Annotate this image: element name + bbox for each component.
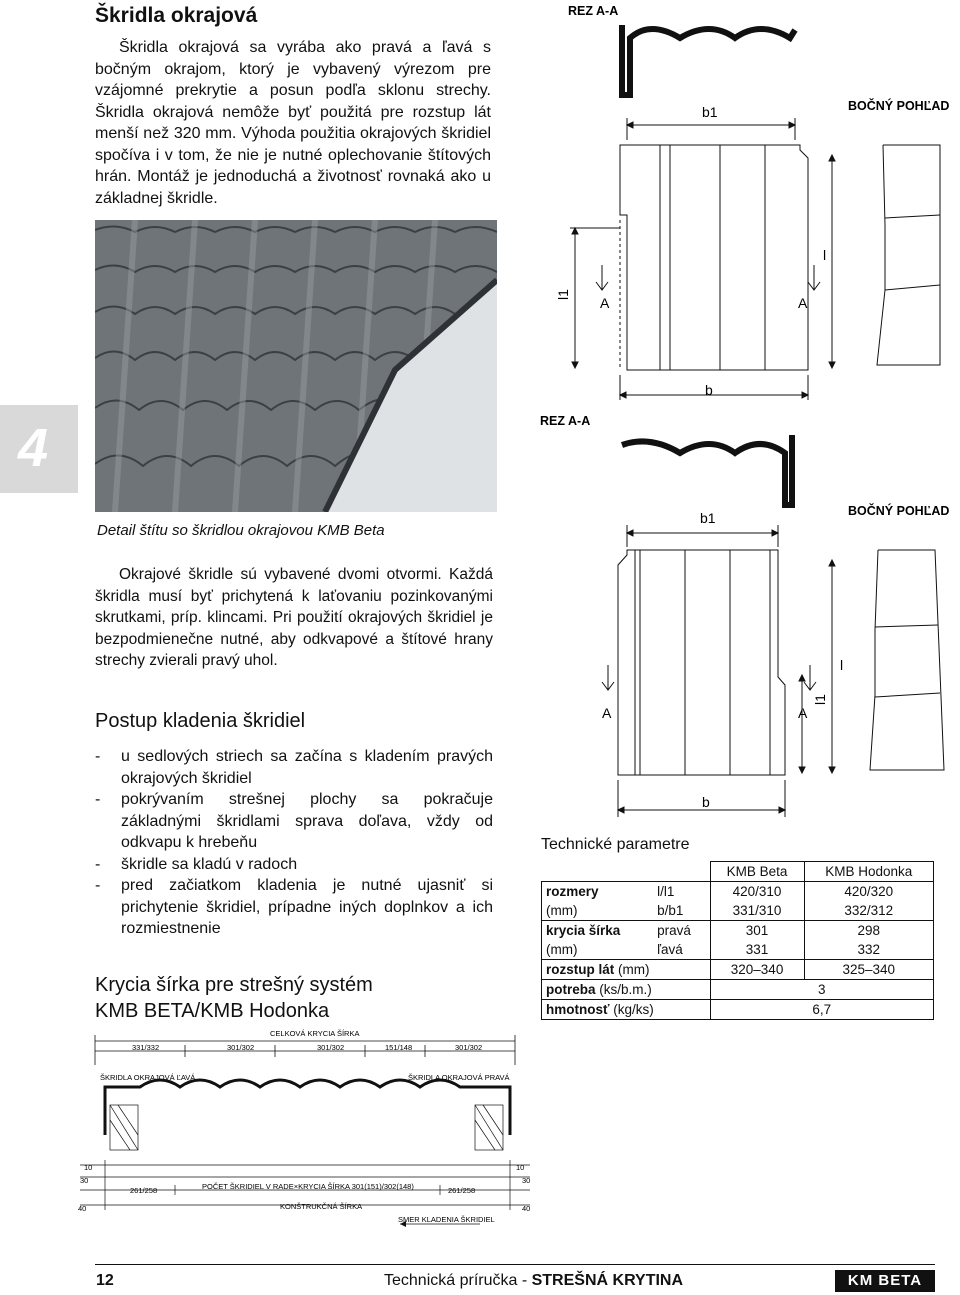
coverage-title-line1: Krycia šírka pre strešný systém [95, 974, 373, 996]
r1-sub2: b/b1 [653, 901, 710, 921]
dim-3: 301/302 [317, 1043, 345, 1052]
profile-second [622, 435, 792, 505]
laying-steps [95, 746, 493, 940]
profile-top [622, 25, 795, 95]
coverage-title-line2: KMB BETA/KMB Hodonka [95, 1000, 330, 1022]
edge-tile-drawing-2 [540, 405, 960, 825]
b-label-1: b [705, 382, 713, 398]
laying-direction: SMER KLADENIA ŠKRIDIEL [398, 1215, 495, 1224]
r1-v1a: 420/310 [710, 882, 804, 902]
r2-v1a: 301 [710, 921, 804, 941]
list-item: - u sedlových striech sa začína s kladením pravých okrajových škridiel [95, 746, 493, 789]
dim-40-right: 40 [522, 1204, 531, 1213]
r3-v2: 325–340 [804, 960, 933, 980]
dim-10-right: 10 [516, 1163, 525, 1172]
l1-label-2: l1 [812, 694, 828, 705]
b1-label-2: b1 [700, 510, 716, 526]
photo-caption: Detail štítu so škridlou okrajovou KMB Beta [97, 522, 385, 539]
dim-2: 301/302 [227, 1043, 255, 1052]
left-tile-label: ŠKRIDLA OKRAJOVÁ ĽAVÁ [100, 1073, 196, 1082]
section-label-2: REZ A-A [540, 414, 591, 428]
r5-unit: (kg/ks) [613, 1002, 654, 1017]
b-label-2: b [702, 794, 710, 810]
chapter-number: 4 [18, 418, 49, 478]
b1-label-1: b1 [702, 104, 718, 120]
l-label-1: l [823, 247, 827, 263]
section-label-1: REZ A-A [568, 4, 619, 18]
r3-unit: (mm) [618, 962, 650, 977]
list-item: - škridle sa kladú v radoch [95, 854, 493, 876]
footer-rule [95, 1264, 935, 1265]
brand-logo: KM BETA [835, 1270, 935, 1292]
r3-v1: 320–340 [710, 960, 804, 980]
dim-40-left: 40 [78, 1204, 87, 1213]
r5-v: 6,7 [710, 1000, 933, 1020]
side-view-label-2: BOČNÝ POHĽAD [848, 504, 950, 518]
tile-profile [105, 1080, 510, 1135]
roof-photo [95, 220, 497, 512]
coverage-diagram [70, 1025, 540, 1230]
a-label-3: A [602, 705, 612, 721]
r1-v2b: 332/312 [804, 901, 933, 921]
r5-label: hmotnosť [546, 1002, 610, 1017]
dim-4: 151/148 [385, 1043, 413, 1052]
intro-text: Škridla okrajová sa vyrába ako pravá a ľavá s bočným okrajom, ktorý je vybavený výrezom pre vzájomné prekrytie a posun podľa sklonu strechy. Škridla okrajová nemôže byť použitá pre rozstup lát menší než 320 mm. Výhoda použitia okrajových škridiel spočíva i v tom, že nie je nutné oplechovanie štítových hrán. Montáž je jednoduchá a životnosť rovnaká ako u základnej škridle. [95, 39, 491, 207]
dim-10-left: 10 [84, 1163, 93, 1172]
col-hodonka: KMB Hodonka [804, 862, 933, 882]
left-bottom-dim: 261/258 [130, 1186, 158, 1195]
r2-sub2: ľavá [653, 940, 710, 960]
col-beta: KMB Beta [710, 862, 804, 882]
coverage-title [95, 972, 373, 1024]
list-item: - pred začiatkom kladenia je nutné ujasniť si prichytenie škridiel, prípadne iných doplnkov a ich rozmiestnenie [95, 875, 493, 940]
fixing-text: Okrajové škridle sú vybavené dvomi otvormi. Každá škridla musí byť prichytená k laťovaniu pozinkovanými skrutkami, príp. klincami. Pri použití okrajových škridiel je bezpodmienečne nutné, aby odkvapové a štítové hrany strechy zvierali pravý uhol. [95, 566, 493, 669]
count-formula: POČET ŠKRIDIEL V RADE×KRYCIA ŠÍRKA 301(151)/302(148) [202, 1182, 414, 1191]
tech-table [541, 861, 934, 1020]
a-label-2: A [798, 295, 808, 311]
right-tile-label: ŠKRIDLA OKRAJOVÁ PRAVÁ [408, 1073, 510, 1082]
list-item: - pokrývaním strešnej plochy sa pokračuje základnými škridlami sprava doľava, vždy od odkvapu k hrebeňu [95, 789, 493, 854]
tech-title: Technické parametre [541, 836, 690, 853]
laying-title: Postup kladenia škridiel [95, 710, 306, 732]
r4-v: 3 [710, 980, 933, 1000]
l-label-2: l [840, 657, 844, 673]
r2-v2b: 332 [804, 940, 933, 960]
section-title: Škridla okrajová [95, 4, 258, 27]
footer-text-bold: STREŠNÁ KRYTINA [531, 1272, 684, 1289]
chapter-tab [0, 405, 78, 493]
r2-label: krycia šírka [542, 921, 654, 941]
dim-30-left: 30 [80, 1176, 89, 1185]
r1-v1b: 331/310 [710, 901, 804, 921]
edge-tile-drawing-1 [540, 0, 960, 410]
r2-v1b: 331 [710, 940, 804, 960]
footer-text [384, 1272, 683, 1290]
a-label-4: A [798, 705, 808, 721]
total-width-label: CELKOVÁ KRYCIA ŠÍRKA [270, 1029, 360, 1038]
construction-width: KONŠTRUKČNÁ ŠÍRKA [280, 1202, 363, 1211]
r1-unit: (mm) [542, 901, 654, 921]
r1-label: rozmery [542, 882, 654, 902]
r3-label: rozstup lát [546, 962, 615, 977]
r2-sub1: pravá [653, 921, 710, 941]
page-number: 12 [96, 1272, 114, 1289]
dim-30-right: 30 [522, 1176, 531, 1185]
r2-v2a: 298 [804, 921, 933, 941]
l1-label-1: l1 [555, 289, 571, 300]
right-bottom-dim: 261/258 [448, 1186, 476, 1195]
r1-v2a: 420/320 [804, 882, 933, 902]
side-view-label-1: BOČNÝ POHĽAD [848, 99, 950, 113]
footer-text-regular: Technická príručka - [384, 1272, 532, 1289]
r4-unit: (ks/b.m.) [599, 982, 652, 997]
r4-label: potreba [546, 982, 596, 997]
r2-unit: (mm) [542, 940, 654, 960]
dim-5: 301/302 [455, 1043, 483, 1052]
a-label-1: A [600, 295, 610, 311]
r1-sub1: l/l1 [653, 882, 710, 902]
dim-1: 331/332 [132, 1043, 160, 1052]
